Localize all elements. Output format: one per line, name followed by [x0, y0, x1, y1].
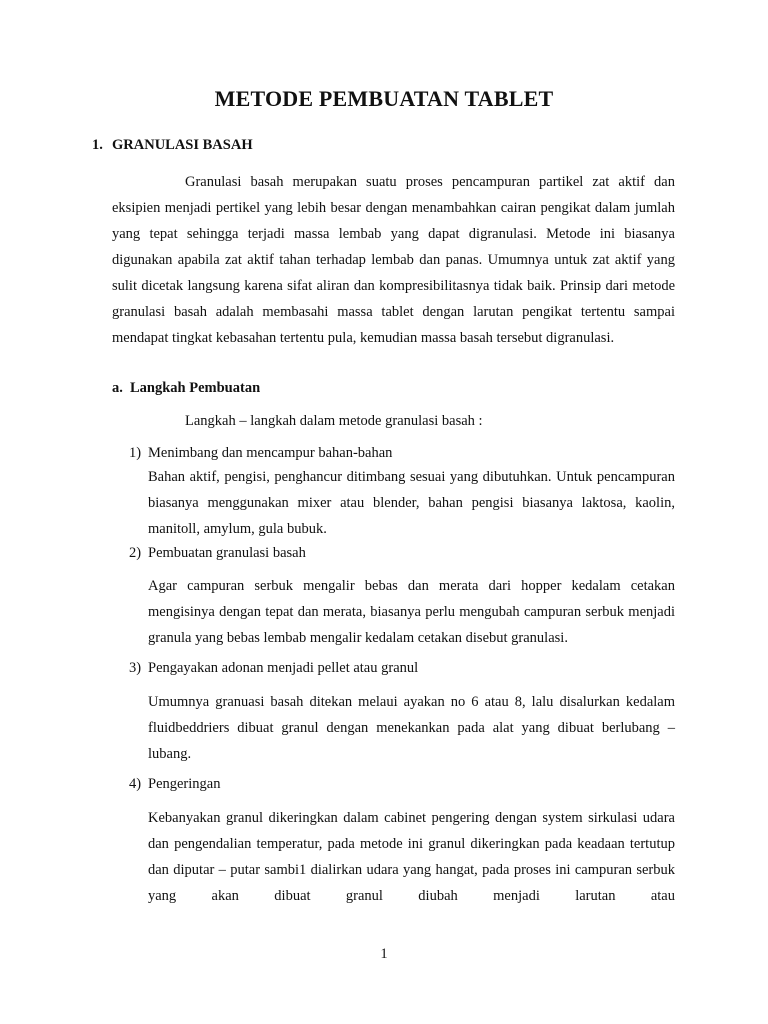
- step-text: Kebanyakan granul dikeringkan dalam cabinet pengering dengan system sirkulasi udara dan pengendalian temperatur, pada metode ini granul dikeringkan pada keadaan tertutup dan diputar – putar sambi1 dialirkan udara yang hangat, pada proses ini campuran serbuk yang akan dibuat granul diubah menjadi larutan atau: [148, 810, 675, 904]
- step-number: 4): [129, 776, 142, 792]
- document-title: METODE PEMBUATAN TABLET: [214, 86, 554, 111]
- step-text: Bahan aktif, pengisi, penghancur ditimbang sesuai yang dibutuhkan. Untuk pencampuran biasanya menggunakan mixer atau blender, bahan pengisi biasanya laktosa, kaolin, manitoll, amylum, gula bubuk.: [148, 469, 675, 537]
- step-number: 3): [129, 660, 142, 676]
- section-number: 1.: [92, 137, 103, 153]
- step-text: Umumnya granuasi basah ditekan melaui ayakan no 6 atau 8, lalu disalurkan kedalam fluidbeddriers dibuat granul dengan menekankan pada alat yang dibuat berlubang – lubang.: [148, 694, 675, 762]
- step-number: 1): [129, 445, 142, 461]
- subsection-intro: Langkah – langkah dalam metode granulasi basah :: [185, 413, 483, 429]
- section-paragraph: Granulasi basah merupakan suatu proses pencampuran partikel zat aktif dan eksipien menjadi pertikel yang lebih besar dengan menambahkan cairan pengikat dalam jumlah yang tepat sehingga terjadi massa lembab yang dapat digranulasi. Metode ini biasanya digunakan apabila zat aktif tahan terhadap lembab dan panas. Umumnya untuk zat aktif yang sulit dicetak langsung karena sifat aliran dan kompresibilitasnya tidak baik. Prinsip dari metode granulasi basah adalah membasahi massa tablet dengan larutan pengikat tertentu sampai mendapat tingkat kebasahan tertentu pula, kemudian massa basah tersebut digranulasi.: [112, 174, 675, 346]
- step-heading: Menimbang dan mencampur bahan-bahan: [148, 445, 393, 461]
- step-text: Agar campuran serbuk mengalir bebas dan merata dari hopper kedalam cetakan mengisinya dengan tepat dan merata, biasanya perlu mengubah campuran serbuk menjadi granula yang bebas lembab mengalir kedalam cetakan disebut granulasi.: [148, 578, 675, 646]
- step-heading: Pengayakan adonan menjadi pellet atau granul: [148, 660, 419, 676]
- subsection-letter: a.: [112, 380, 123, 396]
- step-heading: Pengeringan: [148, 776, 221, 792]
- page-number: 1: [380, 946, 388, 962]
- subsection-heading: Langkah Pembuatan: [130, 380, 261, 396]
- step-heading: Pembuatan granulasi basah: [148, 545, 306, 561]
- step-number: 2): [129, 545, 142, 561]
- section-heading: GRANULASI BASAH: [112, 137, 253, 153]
